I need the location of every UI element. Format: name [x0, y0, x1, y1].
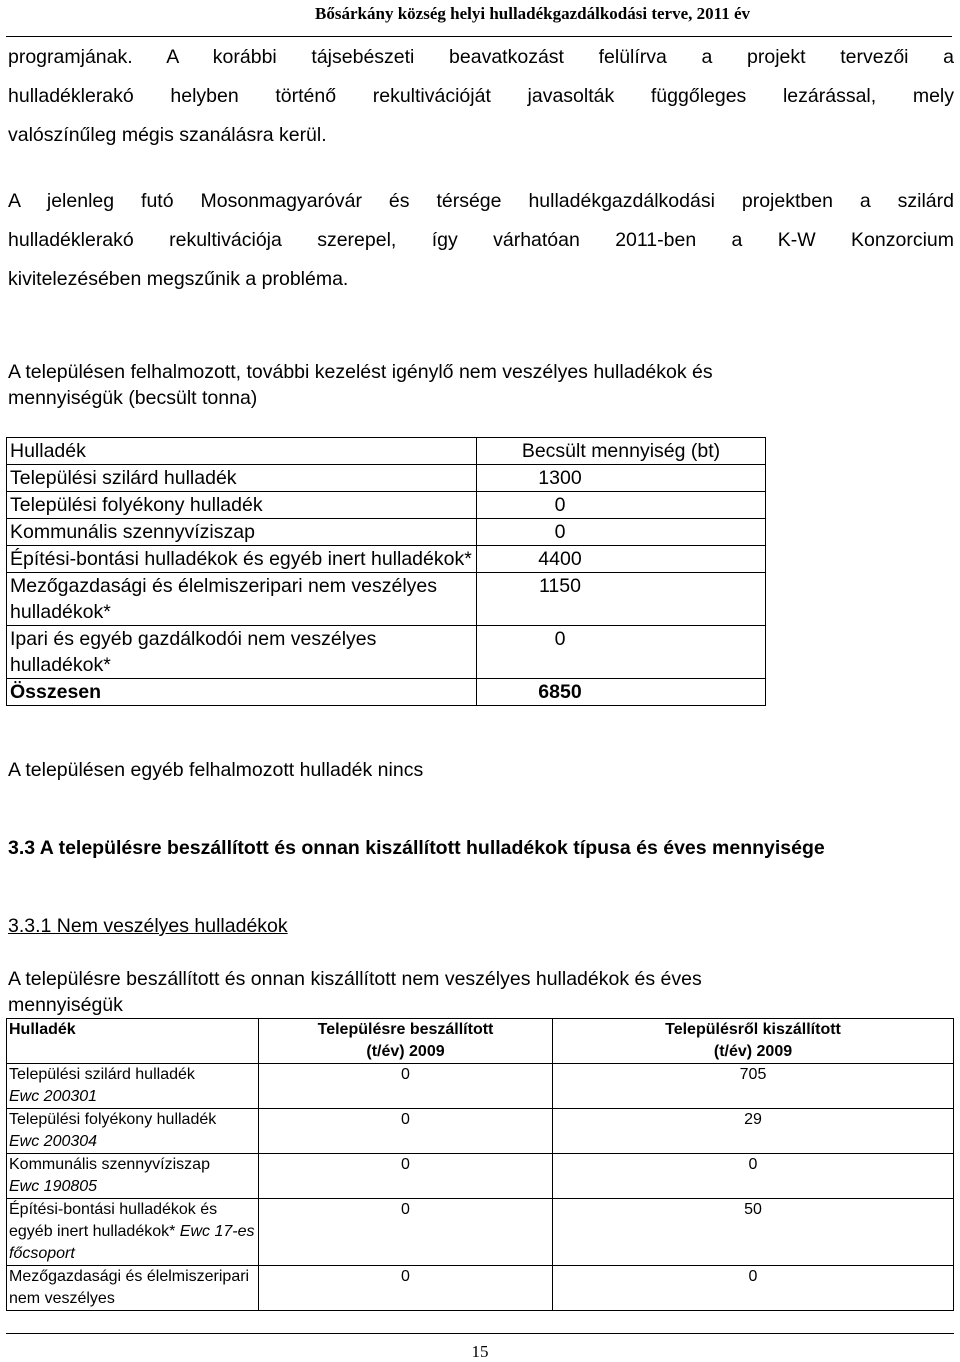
table1-caption [8, 359, 954, 411]
total-label-cell: Összesen [7, 679, 477, 706]
paragraph-line: hulladéklerakó rekultivációja szerepel, így várhatóan 2011-ben a K-W Konzorcium [8, 229, 954, 251]
header-line: Településre beszállított [317, 1021, 494, 1038]
amount-cell: 1300 [477, 465, 766, 492]
paragraph-line: kivitelezésében megszűnik a probléma. [8, 268, 349, 290]
header-cell-outgoing [553, 1019, 954, 1064]
header-cell: Hulladék [7, 1019, 259, 1064]
waste-name-cell: Mezőgazdasági és élelmiszeripari nem veszélyes hulladékok* [7, 573, 477, 626]
section-heading-3-3-1: 3.3.1 Nem veszélyes hulladékok [8, 915, 288, 937]
incoming-amount-cell: 0 [259, 1266, 553, 1311]
outgoing-amount-cell: 50 [553, 1199, 954, 1266]
header-title: Bősárkány község helyi hulladékgazdálkodási terve, 2011 év [315, 4, 750, 23]
waste-name-cell: Ipari és egyéb gazdálkodói nem veszélyes hulladékok* [7, 626, 477, 679]
ewc-code: Ewc 190805 [9, 1178, 98, 1195]
section-heading-3-3: 3.3 A településre beszállított és onnan kiszállított hulladékok típusa és éves mennyisége [8, 837, 825, 859]
caption-line: A településen felhalmozott, további kezelést igénylő nem veszélyes hulladékok és [8, 361, 713, 383]
table2-caption [8, 966, 954, 1018]
waste-name-cell: Építési-bontási hulladékok és egyéb inert hulladékok* [7, 546, 477, 573]
table-row [7, 546, 766, 573]
paragraph-line: valószínűleg mégis szanálásra kerül. [8, 124, 327, 146]
paragraph-rekultivacio [8, 38, 954, 155]
paragraph-line: A jelenleg futó Mosonmagyaróvár és térsége hulladékgazdálkodási projektben a szilárd [8, 190, 954, 212]
amount-cell: 0 [477, 626, 766, 679]
outgoing-amount-cell: 705 [553, 1064, 954, 1109]
waste-name-cell [7, 1266, 259, 1311]
ewc-code: Ewc 17-es főcsoport [9, 1223, 255, 1262]
page-number: 15 [471, 1342, 489, 1361]
table-row [7, 1266, 954, 1311]
outgoing-amount-cell: 29 [553, 1109, 954, 1154]
paragraph-line: programjának. A korábbi tájsebészeti beavatkozást felülírva a projekt tervezői a [8, 46, 954, 68]
waste-name: Települési folyékony hulladék [9, 1111, 217, 1128]
table-row [7, 492, 766, 519]
ewc-code: Ewc 200301 [9, 1088, 98, 1105]
table-row [7, 1154, 954, 1199]
waste-name-cell: Kommunális szennyvíziszap [7, 519, 477, 546]
amount-cell: 4400 [477, 546, 766, 573]
waste-name-cell [7, 1154, 259, 1199]
outgoing-amount-cell: 0 [553, 1266, 954, 1311]
table-row [7, 1199, 954, 1266]
outgoing-amount-cell: 0 [553, 1154, 954, 1199]
table-row [7, 1064, 954, 1109]
caption-line: A településre beszállított és onnan kiszállított nem veszélyes hulladékok és éves [8, 968, 702, 990]
header-cell: Becsült mennyiség (bt) [477, 438, 766, 465]
header-rule [6, 36, 952, 37]
amount-cell: 1150 [477, 573, 766, 626]
table-row [7, 573, 766, 626]
waste-name-cell: Települési folyékony hulladék [7, 492, 477, 519]
transported-waste-table [6, 1018, 954, 1311]
paragraph-line: hulladéklerakó helyben történő rekultivációját javasolták függőleges lezárással, mely [8, 85, 954, 107]
waste-name: Építési-bontási hulladékok és egyéb inert hulladékok* [9, 1201, 218, 1240]
header-line: (t/év) 2009 [366, 1043, 445, 1060]
waste-name-cell [7, 1109, 259, 1154]
header-line: (t/év) 2009 [713, 1043, 793, 1060]
amount-cell: 0 [477, 519, 766, 546]
caption-line: mennyiségük (becsült tonna) [8, 387, 258, 409]
waste-name: Kommunális szennyvíziszap [9, 1156, 210, 1173]
waste-name: Települési szilárd hulladék [9, 1066, 195, 1083]
header-cell-incoming [259, 1019, 553, 1064]
caption-line: mennyiségük [8, 994, 123, 1016]
table-row [7, 519, 766, 546]
total-row [7, 679, 766, 706]
table-row [7, 626, 766, 679]
footer-rule [6, 1333, 954, 1334]
table-row [7, 1109, 954, 1154]
header-line: Településről kiszállított [665, 1021, 841, 1038]
table-header-row [7, 1019, 954, 1064]
amount-cell: 0 [477, 492, 766, 519]
table-header-row [7, 438, 766, 465]
table-row [7, 465, 766, 492]
total-amount-cell: 6850 [477, 679, 766, 706]
ewc-code: Ewc 200304 [9, 1133, 98, 1150]
waste-name-cell [7, 1064, 259, 1109]
incoming-amount-cell: 0 [259, 1109, 553, 1154]
incoming-amount-cell: 0 [259, 1199, 553, 1266]
paragraph-projekt [8, 182, 954, 299]
waste-name: Mezőgazdasági és élelmiszeripari nem veszélyes [9, 1268, 250, 1307]
header-cell: Hulladék [7, 438, 477, 465]
waste-name-cell [7, 1199, 259, 1266]
incoming-amount-cell: 0 [259, 1064, 553, 1109]
incoming-amount-cell: 0 [259, 1154, 553, 1199]
page-header [0, 0, 960, 38]
accumulated-waste-table [6, 437, 766, 706]
waste-name-cell: Települési szilárd hulladék [7, 465, 477, 492]
table1-note: A településen egyéb felhalmozott hulladék nincs [8, 759, 424, 781]
